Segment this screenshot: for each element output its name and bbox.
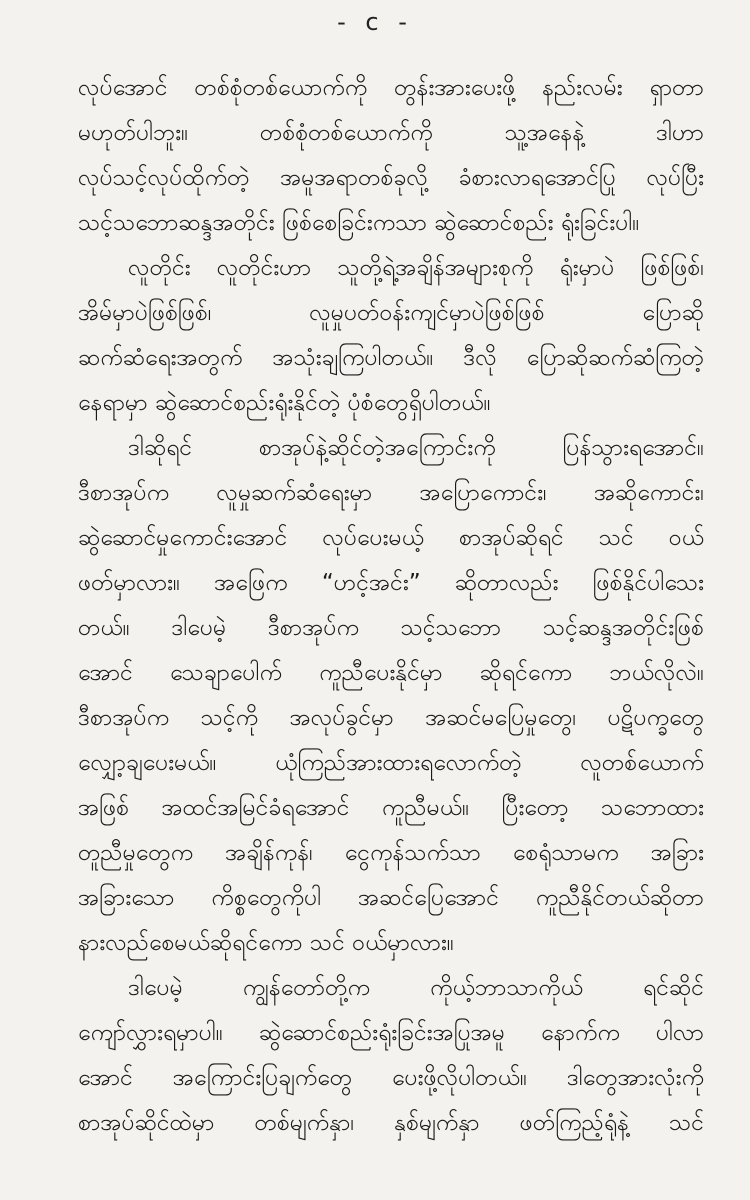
text-line: လူတိုင်း လူတိုင်းဟာ သူတို့ရဲ့အချိန်အများစုကို ရုံးမှာပဲ ဖြစ်ဖြစ်၊ bbox=[128, 255, 704, 281]
text-line: လုပ်အောင် တစ်စုံတစ်ယောက်ကို တွန်းအားပေးဖို့ နည်းလမ်း ရှာတာ bbox=[78, 75, 704, 101]
text-line: ကျော်လွှားရမှာပါ။ ဆွဲဆောင်စည်းရုံးခြင်းအပြုအမူ နောက်က ပါလာ bbox=[78, 1020, 704, 1046]
text-line: အိမ်မှာပဲဖြစ်ဖြစ်၊ လူမှုပတ်ဝန်းကျင်မှာပဲဖြစ်ဖြစ် ပြောဆို bbox=[78, 300, 704, 326]
text-line: အခြားသော ကိစ္စတွေကိုပါ အဆင်ပြေအောင် ကူညီနိုင်တယ်ဆိုတာ bbox=[78, 885, 704, 911]
text-line: ဒီစာအုပ်က လူမှုဆက်ဆံရေးမှာ အပြောကောင်း၊ အဆိုကောင်း၊ bbox=[78, 480, 704, 506]
text-line: ဖတ်မှာလား။ အဖြေက “ဟင့်အင်း” ဆိုတာလည်း ဖြစ်နိုင်ပါသေး bbox=[78, 570, 704, 596]
text-line: ဒါပေမဲ့ ကျွန်တော်တို့က ကိုယ့်ဘာသာကိုယ် ရင်ဆိုင် bbox=[128, 975, 704, 1001]
text-line: သင့်သဘောဆန္ဒအတိုင်း ဖြစ်စေခြင်းကသာ ဆွဲဆောင်စည်း ရုံးခြင်းပါ။ bbox=[78, 210, 640, 236]
text-line: ဒါဆိုရင် စာအုပ်နဲ့ဆိုင်တဲ့အကြောင်းကို ပြန်သွားရအောင်။ bbox=[128, 435, 704, 461]
text-line: ဒီစာအုပ်က သင့်ကို အလုပ်ခွင်မှာ အဆင်မပြေမှုတွေ၊ ပဋိပက္ခတွေ bbox=[78, 705, 704, 731]
text-line: တယ်။ ဒါပေမဲ့ ဒီစာအုပ်က သင့်သဘော သင့်ဆန္ဒအတိုင်းဖြစ် bbox=[78, 615, 704, 641]
text-line: စာအုပ်ဆိုင်ထဲမှာ တစ်မျက်နှာ၊ နှစ်မျက်နှာ ဖတ်ကြည့်ရုံနဲ့ သင် bbox=[78, 1110, 704, 1136]
text-line: နားလည်စေမယ်ဆိုရင်ကော သင် ဝယ်မှာလား။ bbox=[78, 930, 454, 956]
body-text bbox=[78, 66, 704, 1146]
text-line: အဖြစ် အထင်အမြင်ခံရအောင် ကူညီမယ်။ ပြီးတော့ သဘောထား bbox=[78, 795, 704, 821]
text-line: အောင် သေချာပေါက် ကူညီပေးနိုင်မှာ ဆိုရင်ကော ဘယ်လိုလဲ။ bbox=[78, 660, 704, 686]
text-line: လျှော့ချပေးမယ်။ ယုံကြည်အားထားရလောက်တဲ့ လူတစ်ယောက် bbox=[78, 750, 704, 776]
text-line: မဟုတ်ပါဘူး။ တစ်စုံတစ်ယောက်ကို သူ့အနေနဲ့ ဒါဟာ bbox=[78, 120, 704, 146]
page-number: - c - bbox=[337, 8, 413, 36]
text-line: အောင် အကြောင်းပြချက်တွေ ပေးဖို့လိုပါတယ်။ ဒါတွေအားလုံးကို bbox=[78, 1065, 704, 1091]
text-line: လုပ်သင့်လုပ်ထိုက်တဲ့ အမူအရာတစ်ခုလို့ ခံစားလာရအောင်ပြု လုပ်ပြီး bbox=[78, 165, 704, 191]
text-line: ဆွဲဆောင်မှုကောင်းအောင် လုပ်ပေးမယ့် စာအုပ်ဆိုရင် သင် ဝယ် bbox=[78, 525, 704, 551]
text-line: ဆက်ဆံရေးအတွက် အသုံးချကြပါတယ်။ ဒီလို ပြောဆိုဆက်ဆံကြတဲ့ bbox=[78, 345, 704, 371]
text-line: တူညီမှုတွေက အချိန်ကုန်၊ ငွေကုန်သက်သာ စေရုံသာမက အခြား bbox=[78, 840, 704, 866]
text-line: နေရာမှာ ဆွဲဆောင်စည်းရုံးနိုင်တဲ့ ပုံစံတွေရှိပါတယ်။ bbox=[78, 390, 491, 416]
